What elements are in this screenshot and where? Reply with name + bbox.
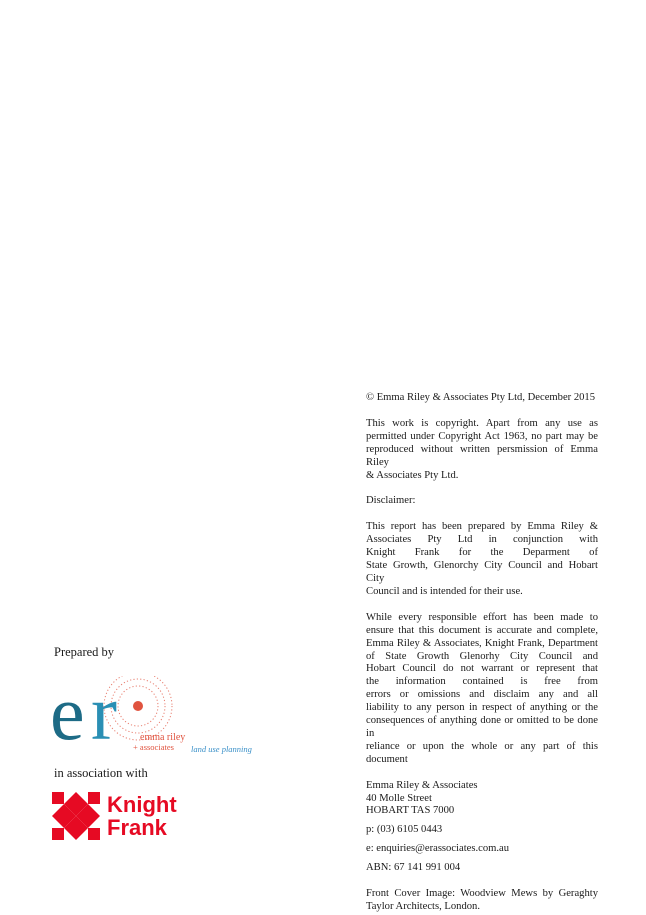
text-line: the information contained is free from [366, 676, 598, 688]
text-line: reliance or upon the whole or any part of this document [366, 740, 598, 765]
text-line: This report has been prepared by Emma Riley & [366, 521, 598, 533]
phone: p: (03) 6105 0443 [366, 824, 443, 836]
knight-frank-line2: Frank [107, 815, 167, 840]
text-line: consequences of anything done or omitted to be done in [366, 715, 598, 739]
street-address: 40 Molle Street [366, 792, 432, 804]
address-block [366, 780, 598, 819]
knight-frank-logo-text [107, 793, 197, 839]
copyright-line: © Emma Riley & Associates Pty Ltd, December 2015 [366, 392, 596, 403]
prepared-by-label: Prepared by [54, 645, 115, 659]
text-line: Front Cover Image: Woodview Mews by Geraghty [366, 888, 598, 900]
er-logo-associates: + associates [133, 742, 174, 752]
text-line: ensure that this document is accurate and complete, [366, 624, 598, 636]
legal-column [366, 392, 598, 914]
text-line: Hobart Council do not warrant or represent that [366, 663, 598, 675]
text-line: liability to any person in respect of anything or the [366, 702, 598, 714]
front-cover-credit [366, 888, 598, 914]
knight-frank-logo-mark [52, 792, 100, 840]
disclaimer-paragraph-2 [366, 612, 598, 767]
abn: ABN: 67 141 991 004 [366, 862, 461, 874]
text-line: State Growth, Glenorchy City Council and Hobart City [366, 560, 598, 584]
knight-frank-line1: Knight [107, 792, 177, 817]
er-logo-name: emma riley [140, 732, 186, 743]
in-association-label: in association with [54, 766, 148, 780]
text-line: Knight Frank for the Deparment of [366, 547, 598, 559]
copyright-notice [366, 418, 598, 483]
text-line: While every responsible effort has been made to [366, 611, 598, 623]
text-line: Council and is intended for their use. [366, 585, 523, 597]
svg-text:e: e [50, 676, 85, 756]
text-line: permitted under Copyright Act 1963, no part may be [366, 430, 598, 442]
text-line: Emma Riley & Associates, Knight Frank, Department [366, 637, 598, 649]
disclaimer-paragraph-1 [366, 521, 598, 598]
er-logo-tagline: land use planning [191, 744, 252, 754]
svg-text:r: r [91, 676, 117, 756]
text-line: Taylor Architects, London. [366, 901, 480, 912]
text-line: This work is copyright. Apart from any use as [366, 417, 598, 429]
text-line: & Associates Pty Ltd. [366, 469, 459, 481]
email: e: enquiries@erassociates.com.au [366, 843, 510, 855]
text-line: reproduced without written persmission of Emma Riley [366, 443, 598, 468]
city-address: HOBART TAS 7000 [366, 805, 455, 817]
text-line: Associates Pty Ltd in conjunction with [366, 534, 598, 546]
disclaimer-heading: Disclaimer: [366, 495, 416, 507]
text-line: of State Growth Glenorhy City Council and [366, 650, 598, 662]
text-line: errors or omissions and disclaim any and all [366, 689, 598, 701]
company-name: Emma Riley & Associates [366, 779, 478, 791]
